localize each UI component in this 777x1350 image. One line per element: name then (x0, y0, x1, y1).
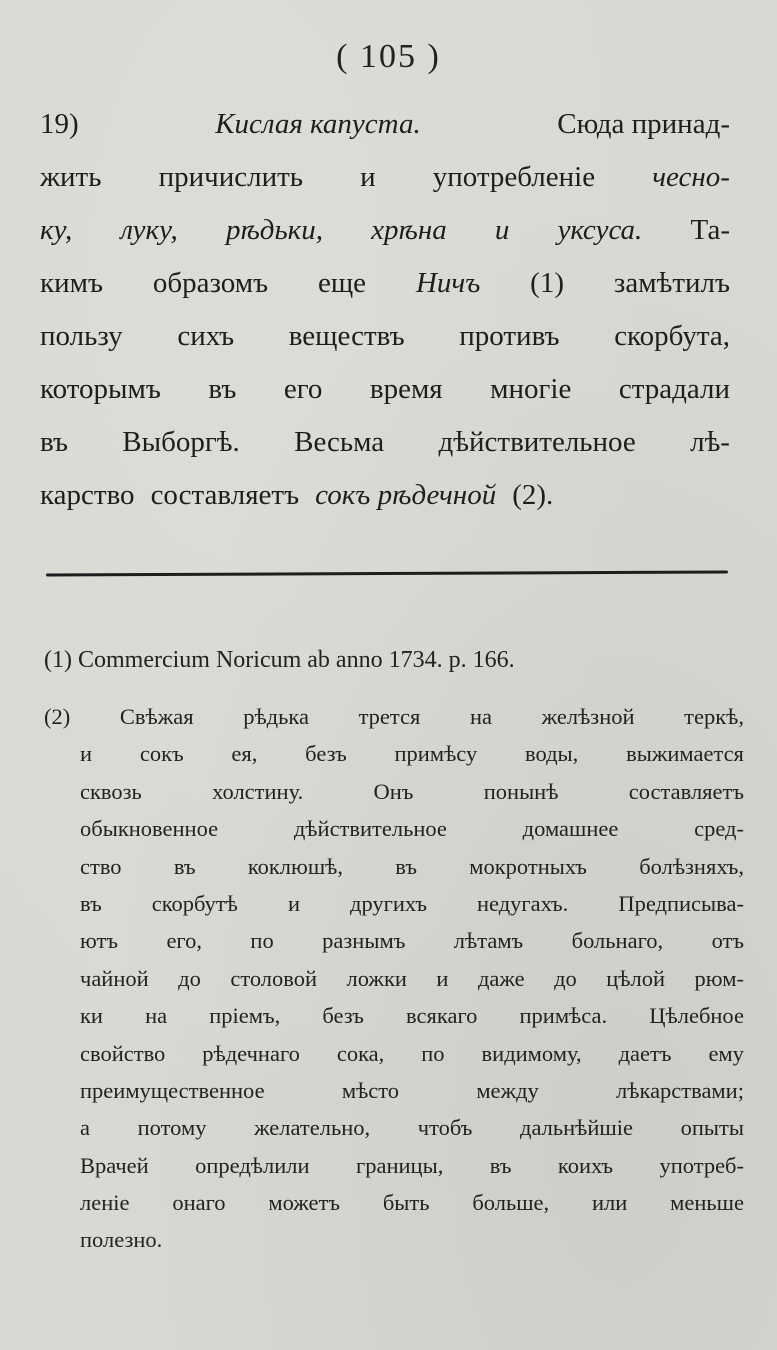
word: чтобъ (417, 1115, 473, 1141)
word: и (80, 741, 93, 767)
word: разнымъ (322, 928, 406, 954)
word: Предписыва- (618, 890, 744, 916)
word: коклюшѣ, (247, 853, 343, 879)
main-line (40, 98, 730, 151)
word: рѣдька (243, 704, 309, 729)
word: уксуса. (557, 214, 643, 246)
word: лѣ- (690, 426, 730, 458)
footnote-1: (1) Commercium Noricum ab anno 1734. p. 166. (44, 647, 515, 673)
word: рѣдьки, (225, 214, 323, 246)
word: лѣтамъ (453, 928, 524, 954)
word: ство (80, 853, 122, 879)
word: сихъ (177, 320, 235, 352)
main-line (40, 363, 730, 416)
word: и (360, 161, 376, 193)
footnote-line (44, 1072, 744, 1109)
word: и (436, 965, 449, 991)
word: ея, (231, 741, 258, 767)
word: примѣса. (519, 1003, 608, 1029)
word: рюм- (694, 965, 744, 991)
word: образомъ (152, 267, 269, 299)
footnote-line (44, 698, 744, 735)
word: и (494, 214, 510, 246)
word: жить (40, 161, 102, 193)
footnote-marker: (2) (44, 704, 71, 729)
word: сокъ (139, 741, 184, 767)
word: страдали (618, 373, 730, 405)
word: коихъ (557, 1152, 614, 1178)
word: безъ (305, 741, 347, 767)
footnote-line (44, 735, 744, 772)
word: Ничъ (415, 267, 481, 299)
word: меньше (670, 1190, 744, 1216)
footnote-line (44, 810, 744, 847)
word: время (369, 373, 443, 405)
word: кимъ (40, 267, 103, 299)
word: сред- (694, 816, 744, 842)
footnotes (44, 640, 744, 1259)
footnote-line (44, 1221, 744, 1258)
main-text (40, 98, 730, 522)
word: въ (489, 1152, 512, 1178)
word: составляетъ (628, 778, 744, 804)
word: пользу (40, 320, 123, 352)
word: желательно, (254, 1115, 371, 1141)
word: замѣтилъ (613, 267, 730, 299)
word: Сюда принад- (557, 108, 730, 140)
word: дѣйствительное (438, 426, 636, 458)
footnote-line (44, 1035, 744, 1072)
word: дальнѣйшіе (520, 1115, 633, 1141)
word: мокротныхъ (469, 853, 587, 879)
word: скорбута, (614, 320, 730, 352)
word: скорбутѣ (151, 890, 238, 916)
main-line (40, 151, 730, 204)
word: сквозь (80, 778, 142, 804)
word: его, (166, 928, 202, 954)
footnote-separator-rule (46, 571, 728, 577)
word: холстину. (212, 778, 304, 804)
footnote-2 (44, 698, 744, 1259)
word: сока, (336, 1040, 385, 1066)
word: домашнее (522, 816, 619, 842)
footnote-line (44, 997, 744, 1034)
word: опредѣлили (195, 1152, 310, 1178)
word: примѣсу (394, 741, 478, 767)
word: видимому, (481, 1040, 582, 1066)
word: до (178, 965, 201, 991)
word: опыты (680, 1115, 744, 1141)
word: которымъ (40, 373, 161, 405)
footnote-line (44, 773, 744, 810)
word: въ (40, 426, 68, 458)
word: быть (382, 1190, 430, 1216)
word: обыкновенное (80, 816, 219, 842)
page-number: ( 105 ) (336, 38, 441, 75)
word: мѣсто (341, 1077, 400, 1103)
word: употребленіе (432, 161, 596, 193)
word: въ (80, 890, 102, 916)
word: даетъ (618, 1040, 672, 1066)
word: ложки (346, 965, 407, 991)
main-line (40, 416, 730, 469)
word: пріемъ, (209, 1003, 281, 1029)
word: больше, (472, 1190, 550, 1216)
word: ему (708, 1040, 744, 1066)
main-line (40, 469, 730, 522)
word: чайной (80, 965, 149, 991)
word: и (287, 890, 300, 916)
word: полезно. (80, 1227, 163, 1253)
word: всякаго (406, 1003, 478, 1029)
word: больнаго, (571, 928, 664, 954)
word: его (283, 373, 323, 405)
word: Выборгѣ. (122, 426, 240, 458)
word: столовой (230, 965, 318, 991)
word: по (421, 1040, 445, 1066)
word: ютъ (80, 928, 118, 954)
word: понынѣ (483, 778, 559, 804)
word: луку, (120, 214, 178, 246)
word: хрѣна (371, 214, 447, 246)
item-number: 19) (40, 108, 79, 140)
word: недугахъ. (477, 890, 569, 916)
item-heading: Кислая капуста. (215, 108, 421, 140)
word: потому (137, 1115, 207, 1141)
word: даже (477, 965, 525, 991)
word: болѣзняхъ, (639, 853, 744, 879)
word: между (476, 1077, 539, 1103)
word: можетъ (268, 1190, 340, 1216)
word: лѣкарствами; (616, 1077, 744, 1103)
footnote-ref: (2). (512, 479, 554, 511)
word: по (250, 928, 274, 954)
word: Онъ (373, 778, 414, 804)
footnote-line (44, 1147, 744, 1184)
word: составляетъ (150, 479, 300, 511)
word: дѣйствительное (293, 816, 447, 842)
word: преимущественное (80, 1077, 265, 1103)
word: желѣзной (541, 704, 635, 729)
word: выжимается (626, 741, 744, 767)
word: леніе (80, 1190, 130, 1216)
word: Свѣжая (119, 704, 194, 729)
footnote-line (44, 848, 744, 885)
word: сокъ рѣдечной (315, 479, 497, 511)
word: а (80, 1115, 90, 1141)
word: теркѣ, (684, 704, 744, 729)
footnote-ref: (1) (530, 267, 564, 299)
word: воды, (525, 741, 579, 767)
word: Та- (690, 214, 730, 246)
word: онаго (172, 1190, 226, 1216)
word: на (145, 1003, 168, 1029)
word: до (554, 965, 577, 991)
word: противъ (459, 320, 560, 352)
word: многіе (490, 373, 572, 405)
word: Цѣлебное (649, 1003, 744, 1029)
word: или (591, 1190, 628, 1216)
main-line (40, 310, 730, 363)
word: веществъ (288, 320, 405, 352)
word: причислить (158, 161, 303, 193)
footnote-line (44, 885, 744, 922)
word: Весьма (294, 426, 385, 458)
word: карство (40, 479, 135, 511)
word: рѣдечнаго (202, 1040, 300, 1066)
footnote-line (44, 960, 744, 997)
word: еще (317, 267, 367, 299)
footnote-line (44, 1184, 744, 1221)
word: свойство (80, 1040, 166, 1066)
word: другихъ (350, 890, 427, 916)
footnote-line (44, 1109, 744, 1146)
word: Врачей (80, 1152, 149, 1178)
footnote-line (44, 922, 744, 959)
word: трется (358, 704, 421, 729)
word: отъ (711, 928, 744, 954)
word: употреб- (659, 1152, 744, 1178)
word: ку, (40, 214, 73, 246)
main-line (40, 204, 730, 257)
main-line (40, 257, 730, 310)
word: ки (80, 1003, 103, 1029)
word: цѣлой (606, 965, 666, 991)
word: на (469, 704, 493, 729)
word: въ (173, 853, 196, 879)
word: безъ (322, 1003, 364, 1029)
word: границы, (356, 1152, 444, 1178)
word: чесно- (652, 161, 730, 193)
word: въ (208, 373, 237, 405)
word: въ (395, 853, 417, 879)
